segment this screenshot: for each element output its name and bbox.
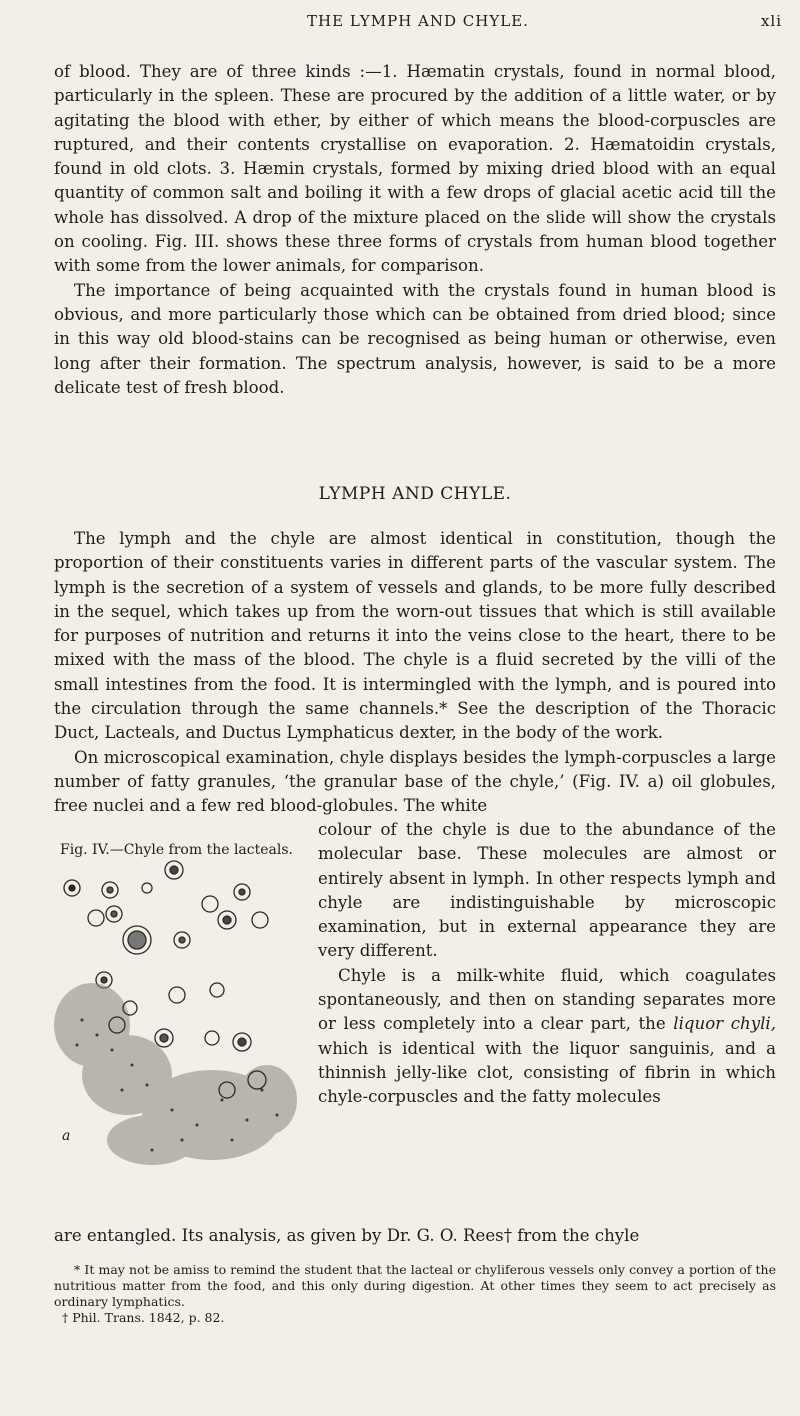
figure-label-a: a (62, 1128, 71, 1144)
running-title: THE LYMPH AND CHYLE. (307, 12, 529, 30)
intro-paragraph-1: of blood. They are of three kinds :—1. Hæmatin crystals, found in normal blood, particularly in the spleen. These are procured by the addition of a little water, or by agitating the blood with ether, by either of which means the blood-corpuscles are ruptured, and their contents crystallise on evaporation. 2. Hæmatoidin crystals, found in old clots. 3. Hæmin crystals, formed by mixing dried blood with an equal quantity of common salt and boiling it with a few drops of glacial acetic acid till the whole has dissolved. A drop of the mixture placed on the slide will show the crystals on cooling. Fig. III. shows these three forms of crystals from human blood together with some from the lower animals, for comparison. (54, 62, 776, 276)
intro-paragraph-2: The importance of being acquainted with the crystals found in human blood is obvious, and more particularly those which can be obtained from dried blood; since in this way old blood-stains can be recognised as being human or otherwise, even long after their formation. The spectrum analysis, however, is said to be a more delicate test of fresh blood. (54, 280, 776, 397)
wrapped-text (318, 818, 776, 1110)
tail-line: are entangled. Its analysis, as given by Dr. G. O. Rees† from the chyle (54, 1226, 640, 1245)
intro-text (54, 60, 776, 400)
wrap2-text-post: which is identical with the liquor sanguinis, and a thinnish jelly-like clot, consisting of fibrin in which chyle-corpuscles and the fatty molecules (318, 1038, 776, 1107)
footnotes (54, 1262, 776, 1326)
section-paragraph-2: On microscopical examination, chyle displays besides the lymph-corpuscles a large number of fatty granules, ‘the granular base of the chyle,’ (Fig. IV. a) oil globules, free nuclei and a few red blood-globules. The white (54, 747, 776, 816)
footnote-2: † Phil. Trans. 1842, p. 82. (62, 1310, 225, 1325)
corpuscle-nucleus (69, 885, 75, 891)
page-number: xli (760, 12, 782, 30)
footnote-1: * It may not be amiss to remind the student that the lacteal or chyliferous vessels only convey a portion of the nutritious matter from the food, and this only during digestion. At other times they seem to act precisely as ordinary lymphatics. (54, 1262, 776, 1309)
wrap-paragraph-2 (318, 964, 776, 1110)
section-heading: LYMPH AND CHYLE. (318, 484, 512, 504)
running-head (54, 12, 782, 42)
section-text (54, 527, 776, 819)
wrap-paragraph-1: colour of the chyle is due to the abundance of the molecular base. These molecules are almost or entirely absent in lymph. In other respects lymph and chyle are indistinguishable by microscopic examination, but in external appearance they are very different. (318, 820, 776, 961)
section-paragraph-1: The lymph and the chyle are almost identical in constitution, though the proportion of their constituents varies in different parts of the vascular system. The lymph is the secretion of a system of vessels and glands, to be more fully described in the sequel, which takes up from the worn-out tissues that which is still available for purposes of nutrition and returns it into the veins close to the heart, there to be mixed with the mass of the blood. The chyle is a fluid secreted by the villi of the small intestines from the food. It is intermingled with the lymph, and is poured into the circulation through the same channels.* See the description of the Thoracic Duct, Lacteals, and Ductus Lymphaticus dexter, in the body of the work. (54, 529, 776, 743)
granular-base-group (54, 983, 297, 1165)
figure-caption: Fig. IV.—Chyle from the lacteals. (60, 842, 293, 858)
chyle-figure-illustration (52, 840, 314, 1190)
wrap2-text-pre: Chyle is a milk-white fluid, which coagulates spontaneously, and then on standing separates more or less completely into a clear part, the (318, 965, 776, 1034)
liquor-chyli-term: liquor chyli, (673, 1014, 776, 1034)
